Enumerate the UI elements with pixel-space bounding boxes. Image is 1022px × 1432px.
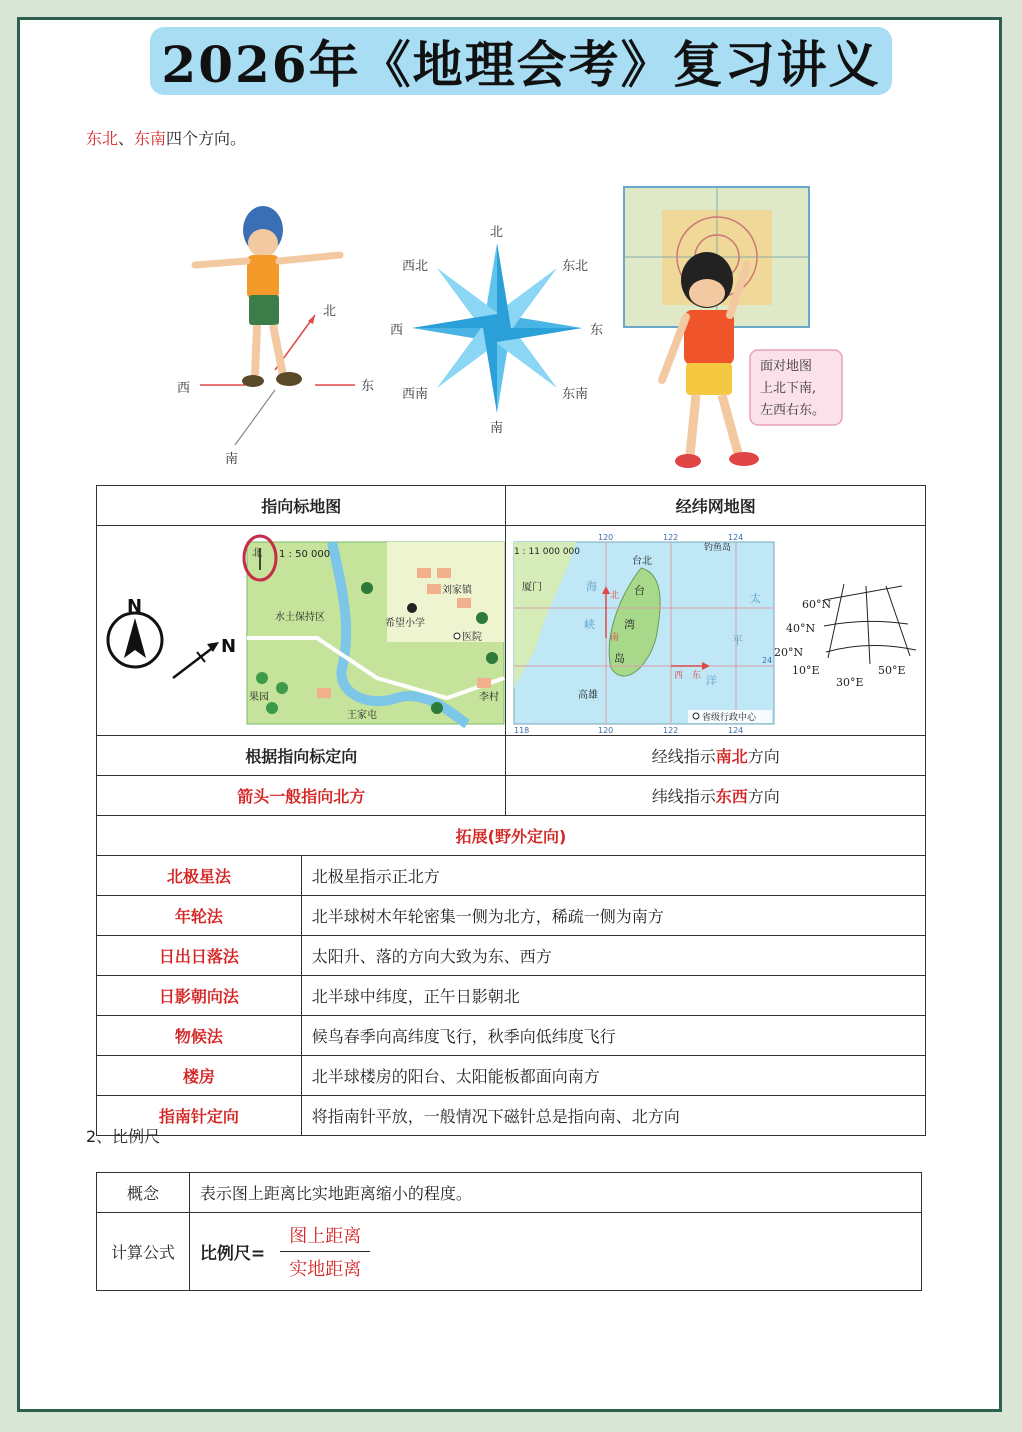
map2-place-taipei: 台北 bbox=[632, 556, 653, 567]
method-desc: 北半球树木年轮密集一侧为北方，稀疏一侧为南方 bbox=[301, 896, 925, 936]
row1-right-c: 方向 bbox=[747, 747, 780, 766]
rose-label-nw: 西北 bbox=[402, 259, 429, 274]
header-pointer-map: 指向标地图 bbox=[97, 486, 506, 526]
graticule-map-cell bbox=[506, 526, 926, 736]
map2-lon-top-124: 124 bbox=[728, 533, 744, 542]
map1-place-hospital: 医院 bbox=[462, 632, 482, 643]
rose-label-se: 东南 bbox=[562, 387, 589, 402]
map2-place-kaohsiung: 高雄 bbox=[578, 690, 599, 701]
boy-label-south: 南 bbox=[225, 452, 239, 467]
boy-map-illustration bbox=[622, 185, 847, 475]
north-letter-2: N bbox=[221, 636, 237, 657]
intro-sep: 、 bbox=[118, 129, 135, 148]
map2-lon-bottom-118: 118 bbox=[514, 726, 530, 733]
row1-left: 根据指向标定向 bbox=[97, 736, 506, 776]
row2-right bbox=[506, 776, 926, 816]
pointer-map-figure bbox=[97, 528, 505, 733]
rose-label-sw: 西南 bbox=[402, 387, 429, 402]
header-graticule-map: 经纬网地图 bbox=[506, 486, 926, 526]
row2-right-c: 方向 bbox=[747, 787, 780, 806]
concept-text: 表示图上距离比实地距离缩小的程度。 bbox=[189, 1173, 921, 1213]
map2-sea-char-5: 峡 bbox=[584, 618, 596, 631]
map2-sea-char-3: 岛 bbox=[614, 652, 626, 665]
map2-arrow-south: 南 bbox=[610, 633, 620, 643]
method-name: 物候法 bbox=[97, 1016, 302, 1056]
map2-arrow-west: 西 bbox=[674, 671, 684, 681]
method-name: 指南针定向 bbox=[97, 1096, 302, 1136]
method-desc: 北半球中纬度，正午日影朝北 bbox=[301, 976, 925, 1016]
method-desc: 北极星指示正北方 bbox=[301, 856, 925, 896]
scale-table bbox=[96, 1172, 922, 1291]
map2-arrow-north: 北 bbox=[610, 591, 620, 601]
rose-label-e: 东 bbox=[590, 323, 604, 338]
map2-lon-bottom-122: 122 bbox=[663, 726, 679, 733]
formula-fraction bbox=[280, 1219, 370, 1284]
map2-sea-char-4: 海 bbox=[586, 580, 598, 593]
map1-scale: 1 : 50 000 bbox=[279, 549, 331, 560]
method-name: 北极星法 bbox=[97, 856, 302, 896]
map2-lon-bottom-124: 124 bbox=[728, 726, 744, 733]
map2-scale: 1 : 11 000 000 bbox=[514, 547, 581, 557]
compass-rose bbox=[390, 218, 615, 438]
map1-place-orchard: 果园 bbox=[249, 692, 269, 703]
bubble-line-1: 面对地图 bbox=[760, 359, 813, 374]
intro-dir-ne: 东北 bbox=[86, 129, 119, 148]
map1-place-school: 希望小学 bbox=[385, 618, 425, 629]
section2-heading: 2、比例尺 bbox=[86, 1127, 161, 1146]
row1-right-a: 经线指示 bbox=[651, 747, 716, 766]
formula-numerator: 图上距离 bbox=[289, 1226, 362, 1247]
method-desc: 太阳升、落的方向大致为东、西方 bbox=[301, 936, 925, 976]
method-name: 楼房 bbox=[97, 1056, 302, 1096]
formula-lhs: 比例尺= bbox=[199, 1244, 266, 1264]
row2-left: 箭头一般指向北方 bbox=[97, 776, 506, 816]
graticule-lon-10: 10°E bbox=[792, 664, 821, 677]
map1-place-wangjiatun: 王家屯 bbox=[347, 710, 377, 721]
north-letter-1: N bbox=[127, 596, 143, 617]
formula-denominator: 实地距离 bbox=[289, 1259, 362, 1280]
formula-label: 计算公式 bbox=[97, 1213, 190, 1291]
map2-place-diaoyu: 钓鱼岛 bbox=[704, 543, 732, 553]
map1-place-shuitu: 水土保持区 bbox=[275, 612, 325, 623]
boy-label-north: 北 bbox=[323, 304, 337, 319]
map1-place-liujiazhen: 刘家镇 bbox=[442, 585, 472, 596]
boy-directions-illustration bbox=[165, 195, 385, 475]
bubble-line-2: 上北下南, bbox=[760, 381, 817, 396]
row1-right-b: 南北 bbox=[715, 747, 748, 766]
bubble-line-3: 左西右东。 bbox=[760, 403, 826, 418]
intro-text bbox=[86, 126, 246, 149]
graticule-map-figure bbox=[506, 528, 924, 733]
concept-label: 概念 bbox=[97, 1173, 190, 1213]
graticule-lon-30: 30°E bbox=[836, 676, 865, 689]
map2-legend-credit: 省级行政中心 bbox=[702, 713, 757, 723]
boy-label-west: 西 bbox=[177, 381, 191, 396]
row1-right bbox=[506, 736, 926, 776]
extension-header: 拓展(野外定向) bbox=[97, 816, 926, 856]
title-banner bbox=[150, 27, 892, 95]
pointer-map-cell bbox=[97, 526, 506, 736]
graticule-lat-40: 40°N bbox=[786, 622, 816, 635]
graticule-lat-60: 60°N bbox=[802, 598, 832, 611]
page-title: 2026年《地理会考》复习讲义 bbox=[161, 35, 881, 94]
rose-label-w: 西 bbox=[390, 323, 404, 338]
row2-right-a: 纬线指示 bbox=[651, 787, 716, 806]
method-name: 日出日落法 bbox=[97, 936, 302, 976]
rose-label-ne: 东北 bbox=[562, 259, 589, 274]
map2-sea-char-7: 平 bbox=[732, 634, 744, 647]
graticule-lat-20: 20°N bbox=[774, 646, 804, 659]
map2-lon-top-120: 120 bbox=[598, 533, 614, 542]
intro-dir-se: 东南 bbox=[134, 129, 167, 148]
map2-sea-char-6: 太 bbox=[750, 592, 762, 605]
map2-place-xiamen: 厦门 bbox=[522, 582, 543, 593]
map2-lat-24: 24 bbox=[762, 656, 773, 665]
direction-table bbox=[96, 485, 926, 1136]
rose-label-n: 北 bbox=[490, 225, 504, 240]
method-name: 日影朝向法 bbox=[97, 976, 302, 1016]
method-desc: 北半球楼房的阳台、太阳能板都面向南方 bbox=[301, 1056, 925, 1096]
graticule-lon-50: 50°E bbox=[878, 664, 907, 677]
boy-label-east: 东 bbox=[361, 379, 375, 394]
map2-sea-char-2: 湾 bbox=[624, 618, 636, 631]
formula-cell bbox=[189, 1213, 921, 1291]
method-name: 年轮法 bbox=[97, 896, 302, 936]
method-desc: 将指南针平放，一般情况下磁针总是指向南、北方向 bbox=[301, 1096, 925, 1136]
intro-rest: 四个方向。 bbox=[166, 129, 247, 148]
map2-arrow-east: 东 bbox=[692, 671, 702, 681]
map1-place-licun: 李村 bbox=[479, 692, 499, 703]
map2-sea-char-1: 台 bbox=[634, 584, 646, 597]
map2-sea-char-8: 洋 bbox=[706, 674, 718, 687]
row2-right-b: 东西 bbox=[715, 787, 748, 806]
map2-lon-top-122: 122 bbox=[663, 533, 679, 542]
map2-lon-bottom-120: 120 bbox=[598, 726, 614, 733]
map1-north-label: 北 bbox=[252, 548, 262, 559]
rose-label-s: 南 bbox=[490, 421, 504, 436]
method-desc: 候鸟春季向高纬度飞行，秋季向低纬度飞行 bbox=[301, 1016, 925, 1056]
